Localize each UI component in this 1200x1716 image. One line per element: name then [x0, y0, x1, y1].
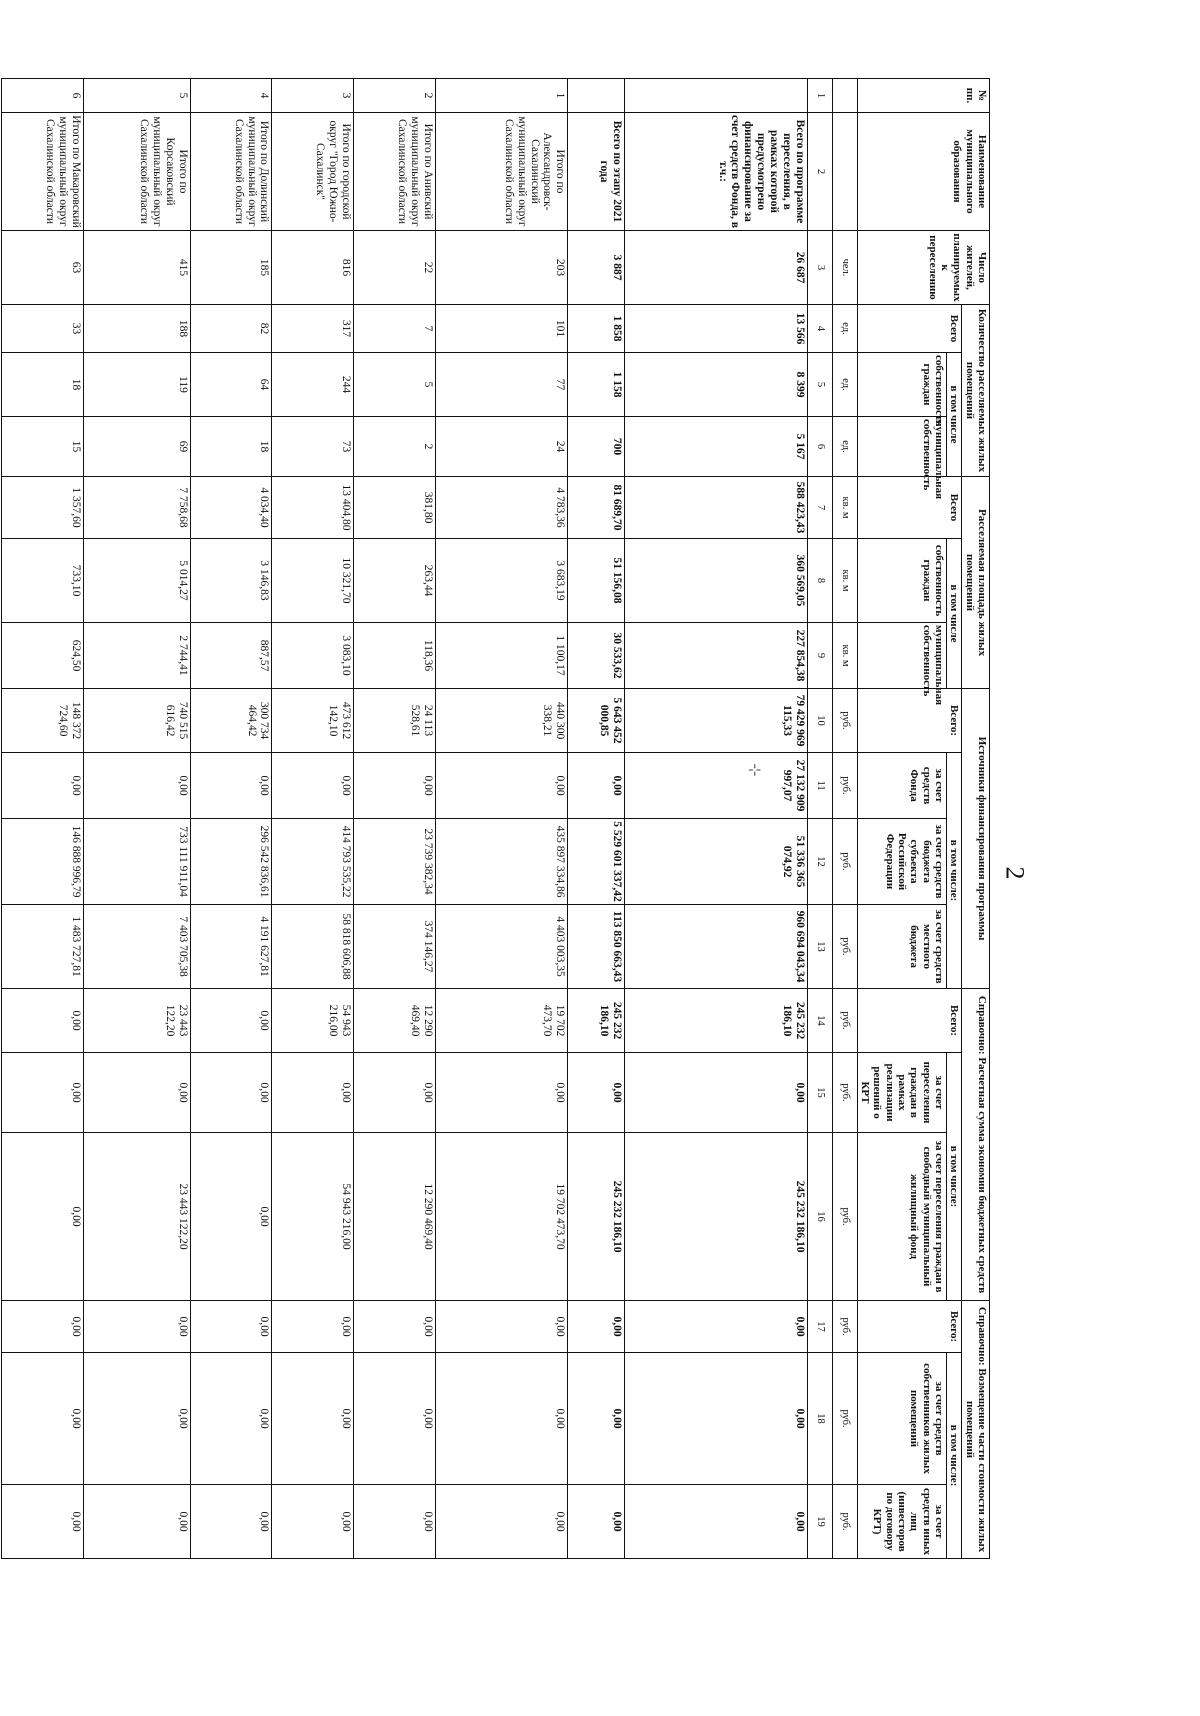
value-cell: 79 429 969 115,33 — [624, 689, 807, 753]
col-number: 5 — [807, 353, 832, 417]
value-cell: 12 290 469,40 — [354, 1133, 436, 1301]
value-cell: 245 232 186,10 — [624, 989, 807, 1053]
header-comp-owners: за счет средств собственников жилых помещений — [857, 1353, 946, 1485]
header-subject: за счет средств бюджета субъекта Российской Федерации — [857, 819, 946, 905]
value-cell: 30 533,62 — [568, 623, 624, 689]
value-cell: 0,00 — [624, 1353, 807, 1485]
value-cell: 227 854,38 — [624, 623, 807, 689]
header-compensation-incl: в том числе: — [947, 1353, 962, 1559]
value-cell: 64 — [190, 353, 272, 417]
header-area-total: Всего — [857, 477, 962, 539]
value-cell: 0,00 — [436, 1053, 568, 1133]
unit-cell: руб. — [832, 819, 857, 905]
value-cell: 0,00 — [568, 1301, 624, 1353]
value-cell: 0,00 — [272, 753, 354, 819]
value-cell: 5 167 — [624, 417, 807, 477]
value-cell: 118,36 — [354, 623, 436, 689]
header-rooms-mun: муниципальная собственность — [857, 417, 946, 477]
header-finance-total: Всего: — [857, 689, 962, 753]
value-cell: 73 — [272, 417, 354, 477]
value-cell: 440 300 338,21 — [436, 689, 568, 753]
value-cell: 0,00 — [190, 753, 272, 819]
value-cell: 19 702 473,70 — [436, 989, 568, 1053]
value-cell: 0,00 — [1, 989, 83, 1053]
value-cell: 263,44 — [354, 539, 436, 623]
value-cell: 317 — [272, 305, 354, 353]
value-cell: 245 232 186,10 — [568, 989, 624, 1053]
value-cell: 0,00 — [436, 753, 568, 819]
value-cell: 51 336 365 074,92 — [624, 819, 807, 905]
value-cell: 4 403 003,35 — [436, 905, 568, 989]
value-cell: 0,00 — [190, 1133, 272, 1301]
unit-cell: руб. — [832, 1353, 857, 1485]
value-cell: 148 372 724,60 — [1, 689, 83, 753]
value-cell: 733,10 — [1, 539, 83, 623]
municipality-name: Всего по программе переселения, в рамках которой предусмотрено финансирование за счет средств Фонда, в т.ч.: — [624, 113, 807, 231]
value-cell: 1 158 — [568, 353, 624, 417]
col-number: 16 — [807, 1133, 832, 1301]
col-number: 15 — [807, 1053, 832, 1133]
value-cell: 0,00 — [83, 1353, 190, 1485]
value-cell: 0,00 — [624, 1485, 807, 1559]
value-cell: 0,00 — [624, 1053, 807, 1133]
value-cell: 18 — [190, 417, 272, 477]
municipality-name: Итого по городской округ "Город Южно-Сахалинск" — [272, 113, 354, 231]
program-table — [1, 78, 990, 1559]
value-cell: 63 — [1, 231, 83, 305]
row-number: 1 — [436, 79, 568, 113]
value-cell: 82 — [190, 305, 272, 353]
value-cell: 1 858 — [568, 305, 624, 353]
col-number: 7 — [807, 477, 832, 539]
value-cell: 146 888 996,79 — [1, 819, 83, 905]
value-cell: 415 — [83, 231, 190, 305]
header-area-own: собственность граждан — [857, 539, 946, 623]
col-number: 3 — [807, 231, 832, 305]
table-row — [568, 79, 624, 1559]
municipality-name: Итого по Долинский муниципальный округ Сахалинской области — [190, 113, 272, 231]
value-cell: 33 — [1, 305, 83, 353]
unit-cell: кв. м — [832, 623, 857, 689]
value-cell: 27 132 909 997,07 — [624, 753, 807, 819]
value-cell: 0,00 — [1, 1133, 83, 1301]
value-cell: 2 — [354, 417, 436, 477]
value-cell: 81 689,70 — [568, 477, 624, 539]
value-cell: 435 897 334,86 — [436, 819, 568, 905]
value-cell: 188 — [83, 305, 190, 353]
value-cell: 0,00 — [272, 1301, 354, 1353]
value-cell: 5 — [354, 353, 436, 417]
rotated-table-container — [43, 78, 990, 1558]
header-rooms-group: Количество расселяемых жилых помещений — [962, 305, 990, 477]
value-cell: 3 083,10 — [272, 623, 354, 689]
value-cell: 245 232 186,10 — [624, 1133, 807, 1301]
col-number: 19 — [807, 1485, 832, 1559]
value-cell: 1 357,60 — [1, 477, 83, 539]
unit-cell: ед. — [832, 353, 857, 417]
header-rooms-incl: в том числе — [947, 353, 962, 477]
value-cell: 0,00 — [1, 1053, 83, 1133]
value-cell: 473 612 142,10 — [272, 689, 354, 753]
unit-cell: руб. — [832, 1133, 857, 1301]
table-row — [190, 79, 272, 1559]
value-cell: 23 443 122,20 — [83, 1133, 190, 1301]
value-cell: 24 113 528,61 — [354, 689, 436, 753]
value-cell: 0,00 — [568, 753, 624, 819]
value-cell: 0,00 — [190, 1301, 272, 1353]
value-cell: 0,00 — [190, 1485, 272, 1559]
value-cell: 7 — [354, 305, 436, 353]
value-cell: 588 423,43 — [624, 477, 807, 539]
value-cell: 740 515 616,42 — [83, 689, 190, 753]
value-cell: 0,00 — [436, 1353, 568, 1485]
unit-cell: руб. — [832, 1485, 857, 1559]
header-num: № пп. — [857, 79, 989, 113]
value-cell: 960 694 043,34 — [624, 905, 807, 989]
value-cell: 700 — [568, 417, 624, 477]
header-area-mun: муниципальная собственность — [857, 623, 946, 689]
value-cell: 0,00 — [436, 1485, 568, 1559]
col-number: 6 — [807, 417, 832, 477]
value-cell: 51 156,08 — [568, 539, 624, 623]
value-cell: 23 739 382,34 — [354, 819, 436, 905]
municipality-name: Всего по этапу 2021 года — [568, 113, 624, 231]
value-cell: 244 — [272, 353, 354, 417]
value-cell: 733 111 911,04 — [83, 819, 190, 905]
value-cell: 5 014,27 — [83, 539, 190, 623]
table-row — [354, 79, 436, 1559]
value-cell: 3 683,19 — [436, 539, 568, 623]
value-cell: 887,57 — [190, 623, 272, 689]
header-rooms-own: собственность граждан — [857, 353, 946, 417]
table-row — [624, 79, 807, 1559]
unit-cell: ед. — [832, 305, 857, 353]
municipality-name: Итого по Александровск-Сахалинский муниципальный округ Сахалинской области — [436, 113, 568, 231]
unit-cell: чел. — [832, 231, 857, 305]
header-name: Наименование муниципального образования — [857, 113, 989, 231]
table-row — [83, 79, 190, 1559]
value-cell: 0,00 — [354, 1353, 436, 1485]
value-cell: 203 — [436, 231, 568, 305]
value-cell: 0,00 — [190, 1053, 272, 1133]
unit-cell: руб. — [832, 905, 857, 989]
value-cell: 1 100,17 — [436, 623, 568, 689]
value-cell: 816 — [272, 231, 354, 305]
table-row — [436, 79, 568, 1559]
header-finance-incl: в том числе: — [947, 753, 962, 989]
value-cell: 69 — [83, 417, 190, 477]
value-cell: 4 034,40 — [190, 477, 272, 539]
header-area-group: Расселяемая площадь жилых помещений — [962, 477, 990, 689]
value-cell: 15 — [1, 417, 83, 477]
value-cell: 300 734 464,42 — [190, 689, 272, 753]
value-cell: 7 758,68 — [83, 477, 190, 539]
value-cell: 0,00 — [83, 753, 190, 819]
value-cell: 2 744,41 — [83, 623, 190, 689]
value-cell: 0,00 — [190, 1353, 272, 1485]
header-compensation-total: Всего: — [857, 1301, 962, 1353]
value-cell: 0,00 — [354, 1301, 436, 1353]
value-cell: 0,00 — [272, 1053, 354, 1133]
value-cell: 360 569,05 — [624, 539, 807, 623]
value-cell: 245 232 186,10 — [568, 1133, 624, 1301]
value-cell: 26 687 — [624, 231, 807, 305]
unit-cell: кв. м — [832, 477, 857, 539]
value-cell: 414 793 535,22 — [272, 819, 354, 905]
value-cell: 12 290 469,40 — [354, 989, 436, 1053]
value-cell: 4 783,36 — [436, 477, 568, 539]
col-number: 2 — [807, 113, 832, 231]
value-cell: 0,00 — [354, 1485, 436, 1559]
value-cell: 624,50 — [1, 623, 83, 689]
value-cell: 381,80 — [354, 477, 436, 539]
table-row — [1, 79, 83, 1559]
page-number: 2 — [1000, 866, 1030, 880]
value-cell: 54 943 216,00 — [272, 1133, 354, 1301]
value-cell: 5 643 452 000,85 — [568, 689, 624, 753]
unit-cell: руб. — [832, 1053, 857, 1133]
value-cell: 0,00 — [1, 753, 83, 819]
units-cell-blank — [832, 79, 857, 113]
col-number: 1 — [807, 79, 832, 113]
value-cell: 0,00 — [83, 1053, 190, 1133]
table-row — [272, 79, 354, 1559]
scan-mark: ⊹ — [748, 762, 762, 779]
value-cell: 5 529 601 337,42 — [568, 819, 624, 905]
col-number: 8 — [807, 539, 832, 623]
value-cell: 101 — [436, 305, 568, 353]
header-economy-group: Справочно: Расчетная сумма экономии бюджетных средств — [962, 989, 990, 1301]
col-number: 17 — [807, 1301, 832, 1353]
value-cell: 8 399 — [624, 353, 807, 417]
value-cell: 0,00 — [354, 1053, 436, 1133]
municipality-name: Итого по Корсаковский муниципальный округ Сахалинской области — [83, 113, 190, 231]
value-cell: 23 443 122,20 — [83, 989, 190, 1053]
col-number: 14 — [807, 989, 832, 1053]
value-cell: 3 146,83 — [190, 539, 272, 623]
row-number: 2 — [354, 79, 436, 113]
header-finance-group: Источники финансирования программы — [962, 689, 990, 989]
value-cell: 0,00 — [354, 753, 436, 819]
header-economy-total: Всего: — [857, 989, 962, 1053]
value-cell: 0,00 — [272, 1485, 354, 1559]
municipality-name: Итого по Макаровский муниципальный округ Сахалинской области — [1, 113, 83, 231]
value-cell: 13 404,80 — [272, 477, 354, 539]
value-cell: 24 — [436, 417, 568, 477]
value-cell: 13 566 — [624, 305, 807, 353]
table-frame — [43, 78, 990, 1558]
row-number: 4 — [190, 79, 272, 113]
value-cell: 113 850 663,43 — [568, 905, 624, 989]
row-number — [568, 79, 624, 113]
value-cell: 119 — [83, 353, 190, 417]
col-number: 11 — [807, 753, 832, 819]
header-fund: за счет средств Фонда — [857, 753, 946, 819]
unit-cell: руб. — [832, 689, 857, 753]
value-cell: 10 321,70 — [272, 539, 354, 623]
value-cell: 374 146,27 — [354, 905, 436, 989]
unit-cell: ед. — [832, 417, 857, 477]
col-number: 13 — [807, 905, 832, 989]
unit-cell: руб. — [832, 1301, 857, 1353]
header-local: за счет средств местного бюджета — [857, 905, 946, 989]
municipality-name: Итого по Анивский муниципальный округ Сахалинской области — [354, 113, 436, 231]
value-cell: 18 — [1, 353, 83, 417]
unit-cell: руб. — [832, 753, 857, 819]
row-number — [624, 79, 807, 113]
row-number: 5 — [83, 79, 190, 113]
row-number: 6 — [1, 79, 83, 113]
value-cell: 0,00 — [436, 1301, 568, 1353]
column-numbers-row — [807, 79, 832, 1559]
value-cell: 0,00 — [1, 1353, 83, 1485]
col-number: 18 — [807, 1353, 832, 1485]
value-cell: 3 887 — [568, 231, 624, 305]
value-cell: 0,00 — [190, 989, 272, 1053]
unit-cell: кв. м — [832, 539, 857, 623]
col-number: 10 — [807, 689, 832, 753]
header-economy-incl: в том числе: — [947, 1053, 962, 1301]
header-econ-free: за счет переселения граждан в свободный муниципальный жилищный фонд — [857, 1133, 946, 1301]
row-number: 3 — [272, 79, 354, 113]
value-cell: 0,00 — [1, 1301, 83, 1353]
value-cell: 58 818 606,88 — [272, 905, 354, 989]
value-cell: 4 191 627,81 — [190, 905, 272, 989]
value-cell: 1 483 727,81 — [1, 905, 83, 989]
value-cell: 0,00 — [568, 1053, 624, 1133]
value-cell: 54 943 216,00 — [272, 989, 354, 1053]
col-number: 9 — [807, 623, 832, 689]
value-cell: 0,00 — [83, 1301, 190, 1353]
value-cell: 0,00 — [568, 1353, 624, 1485]
value-cell: 19 702 473,70 — [436, 1133, 568, 1301]
header-econ-krt: за счет переселения граждан в рамках реализации решений о КРТ — [857, 1053, 946, 1133]
value-cell: 22 — [354, 231, 436, 305]
col-number: 12 — [807, 819, 832, 905]
header-row-1 — [962, 79, 990, 1559]
header-rooms-total: Всего — [857, 305, 962, 353]
value-cell: 0,00 — [624, 1301, 807, 1353]
col-number: 4 — [807, 305, 832, 353]
value-cell: 7 403 705,38 — [83, 905, 190, 989]
value-cell: 77 — [436, 353, 568, 417]
header-compensation-group: Справочно: Возмещение части стоимости жилых помещений — [962, 1301, 990, 1559]
header-area-incl: в том числе — [947, 539, 962, 689]
unit-cell: руб. — [832, 989, 857, 1053]
value-cell: 0,00 — [568, 1485, 624, 1559]
value-cell: 0,00 — [272, 1353, 354, 1485]
header-comp-other: за счет средств иных лиц (инвесторов по договору КРТ) — [857, 1485, 946, 1559]
value-cell: 185 — [190, 231, 272, 305]
units-row — [832, 79, 857, 1559]
value-cell: 0,00 — [83, 1485, 190, 1559]
value-cell: 296 542 836,61 — [190, 819, 272, 905]
units-cell-blank-2 — [832, 113, 857, 231]
header-residents: Число жителей, планируемых к переселению — [857, 231, 989, 305]
value-cell: 0,00 — [1, 1485, 83, 1559]
